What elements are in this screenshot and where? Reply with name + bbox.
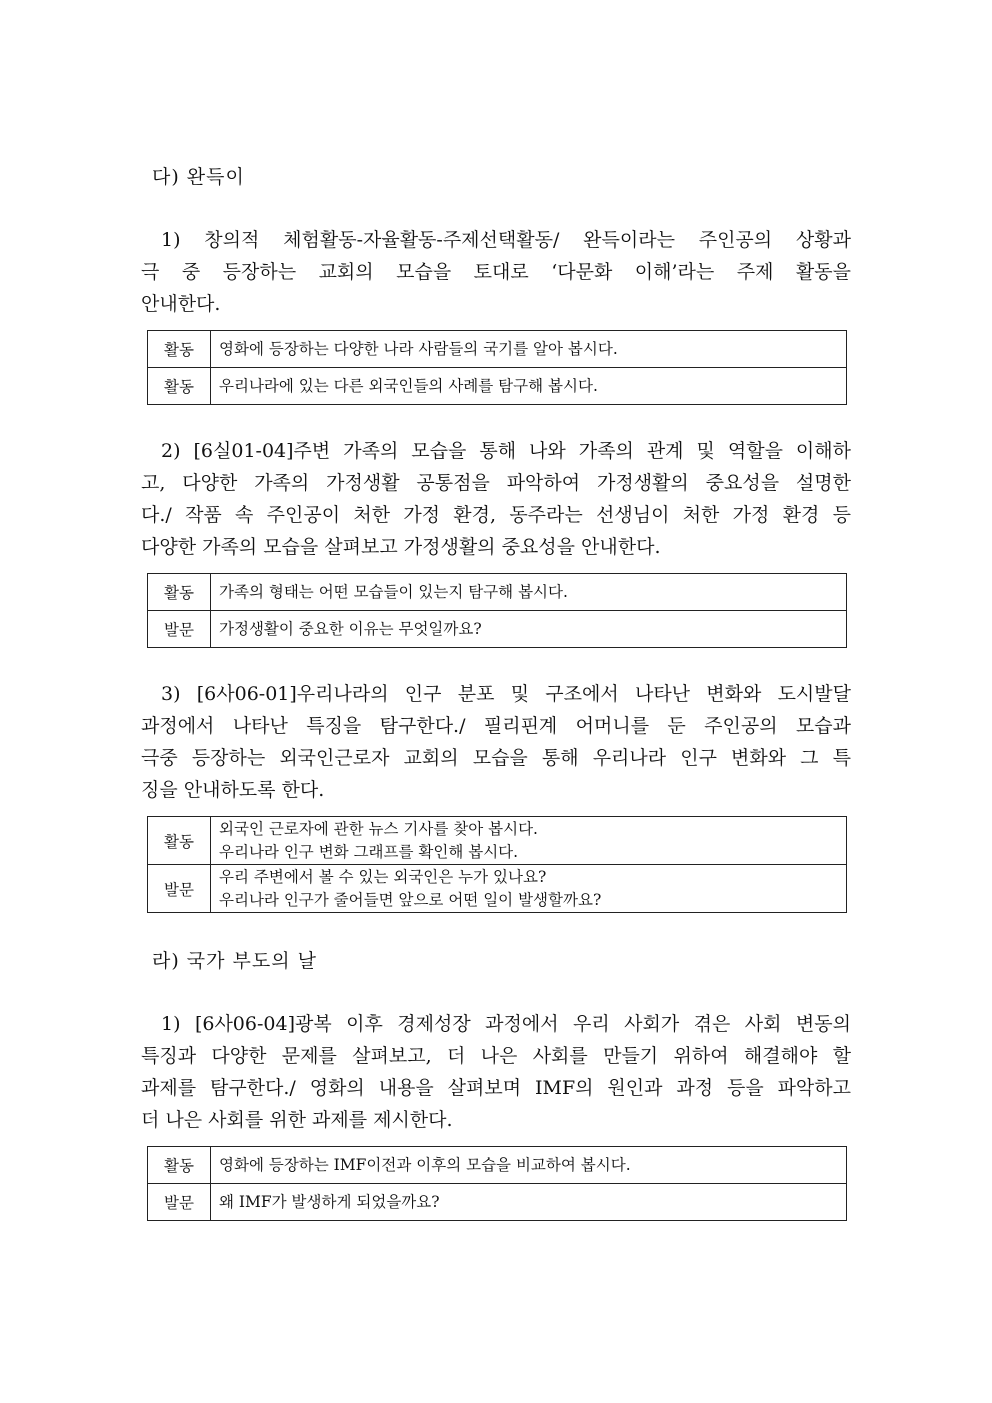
table-row bbox=[148, 331, 847, 368]
row-text: 가정생활이 중요한 이유는 무엇일까요? bbox=[219, 619, 482, 638]
paragraph-line: 다양한 가족의 모습을 살펴보고 가정생활의 중요성을 안내한다. bbox=[141, 536, 661, 558]
table-row bbox=[148, 1184, 847, 1221]
paragraph bbox=[141, 678, 851, 806]
row-content bbox=[211, 574, 847, 611]
row-text: 외국인 근로자에 관한 뉴스 기사를 찾아 봅시다. bbox=[219, 819, 538, 838]
row-label: 활동 bbox=[148, 1147, 211, 1184]
paragraph-line: 과정에서 나타난 특징을 탐구한다./ 필리핀계 어머니를 둔 주인공의 모습과 bbox=[141, 715, 851, 737]
paragraph-line: 다./ 작품 속 주인공이 처한 가정 환경, 동주라는 선생님이 처한 가정 환경 등 bbox=[141, 504, 851, 526]
paragraph bbox=[141, 224, 851, 320]
row-text: 우리나라에 있는 다른 외국인들의 사례를 탐구해 봅시다. bbox=[219, 376, 598, 395]
activity-table bbox=[147, 573, 847, 648]
row-content bbox=[211, 1147, 847, 1184]
table-row bbox=[148, 1147, 847, 1184]
row-content bbox=[211, 368, 847, 405]
paragraph-line: 1) [6사06-04]광복 이후 경제성장 과정에서 우리 사회가 겪은 사회 변동의 bbox=[161, 1013, 851, 1035]
row-label: 활동 bbox=[148, 574, 211, 611]
paragraph bbox=[141, 1008, 851, 1136]
paragraph bbox=[141, 435, 851, 563]
paragraph-line: 징을 안내하도록 한다. bbox=[141, 779, 325, 801]
paragraph-line: 3) [6사06-01]우리나라의 인구 분포 및 구조에서 나타난 변화와 도시발달 bbox=[161, 683, 851, 705]
row-label: 활동 bbox=[148, 368, 211, 405]
row-content bbox=[211, 331, 847, 368]
activity-table bbox=[147, 1146, 847, 1221]
row-content bbox=[211, 817, 847, 865]
paragraph-line: 극중 등장하는 외국인근로자 교회의 모습을 통해 우리나라 인구 변화와 그 특 bbox=[141, 747, 851, 769]
row-label: 활동 bbox=[148, 817, 211, 865]
row-text: 우리 주변에서 볼 수 있는 외국인은 누가 있나요? bbox=[219, 867, 547, 886]
table-row bbox=[148, 574, 847, 611]
paragraph-line: 1) 창의적 체험활동-자율활동-주제선택활동/ 완득이라는 주인공의 상황과 bbox=[161, 229, 851, 251]
paragraph-line: 고, 다양한 가족의 가정생활 공통점을 파악하여 가정생활의 중요성을 설명한 bbox=[141, 472, 851, 494]
row-text: 영화에 등장하는 IMF이전과 이후의 모습을 비교하여 봅시다. bbox=[219, 1155, 631, 1174]
row-label: 발문 bbox=[148, 1184, 211, 1221]
row-label: 활동 bbox=[148, 331, 211, 368]
table-row bbox=[148, 611, 847, 648]
activity-table bbox=[147, 816, 847, 913]
row-content bbox=[211, 865, 847, 913]
row-label: 발문 bbox=[148, 865, 211, 913]
paragraph-line: 2) [6실01-04]주변 가족의 모습을 통해 나와 가족의 관계 및 역할을 이해하 bbox=[161, 440, 851, 462]
row-text: 영화에 등장하는 다양한 나라 사람들의 국기를 알아 봅시다. bbox=[219, 339, 618, 358]
row-text: 가족의 형태는 어떤 모습들이 있는지 탐구해 봅시다. bbox=[219, 582, 568, 601]
table-row bbox=[148, 817, 847, 865]
row-label: 발문 bbox=[148, 611, 211, 648]
paragraph-line: 특징과 다양한 문제를 살펴보고, 더 나은 사회를 만들기 위하여 해결해야 할 bbox=[141, 1045, 851, 1067]
paragraph-line: 더 나은 사회를 위한 과제를 제시한다. bbox=[141, 1109, 453, 1131]
section-heading: 라) 국가 부도의 날 bbox=[152, 950, 318, 972]
paragraph-line: 과제를 탐구한다./ 영화의 내용을 살펴보며 IMF의 원인과 과정 등을 파악하고 bbox=[141, 1077, 851, 1099]
table-row bbox=[148, 865, 847, 913]
paragraph-line: 극 중 등장하는 교회의 모습을 토대로 ‘다문화 이해’라는 주제 활동을 bbox=[141, 261, 851, 283]
row-text: 왜 IMF가 발생하게 되었을까요? bbox=[219, 1192, 440, 1211]
activity-table bbox=[147, 330, 847, 405]
section-heading: 다) 완득이 bbox=[152, 166, 245, 188]
row-content bbox=[211, 1184, 847, 1221]
row-content bbox=[211, 611, 847, 648]
row-text: 우리나라 인구 변화 그래프를 확인해 봅시다. bbox=[219, 842, 519, 861]
row-text: 우리나라 인구가 줄어들면 앞으로 어떤 일이 발생할까요? bbox=[219, 890, 602, 909]
paragraph-line: 안내한다. bbox=[141, 293, 221, 315]
table-row bbox=[148, 368, 847, 405]
